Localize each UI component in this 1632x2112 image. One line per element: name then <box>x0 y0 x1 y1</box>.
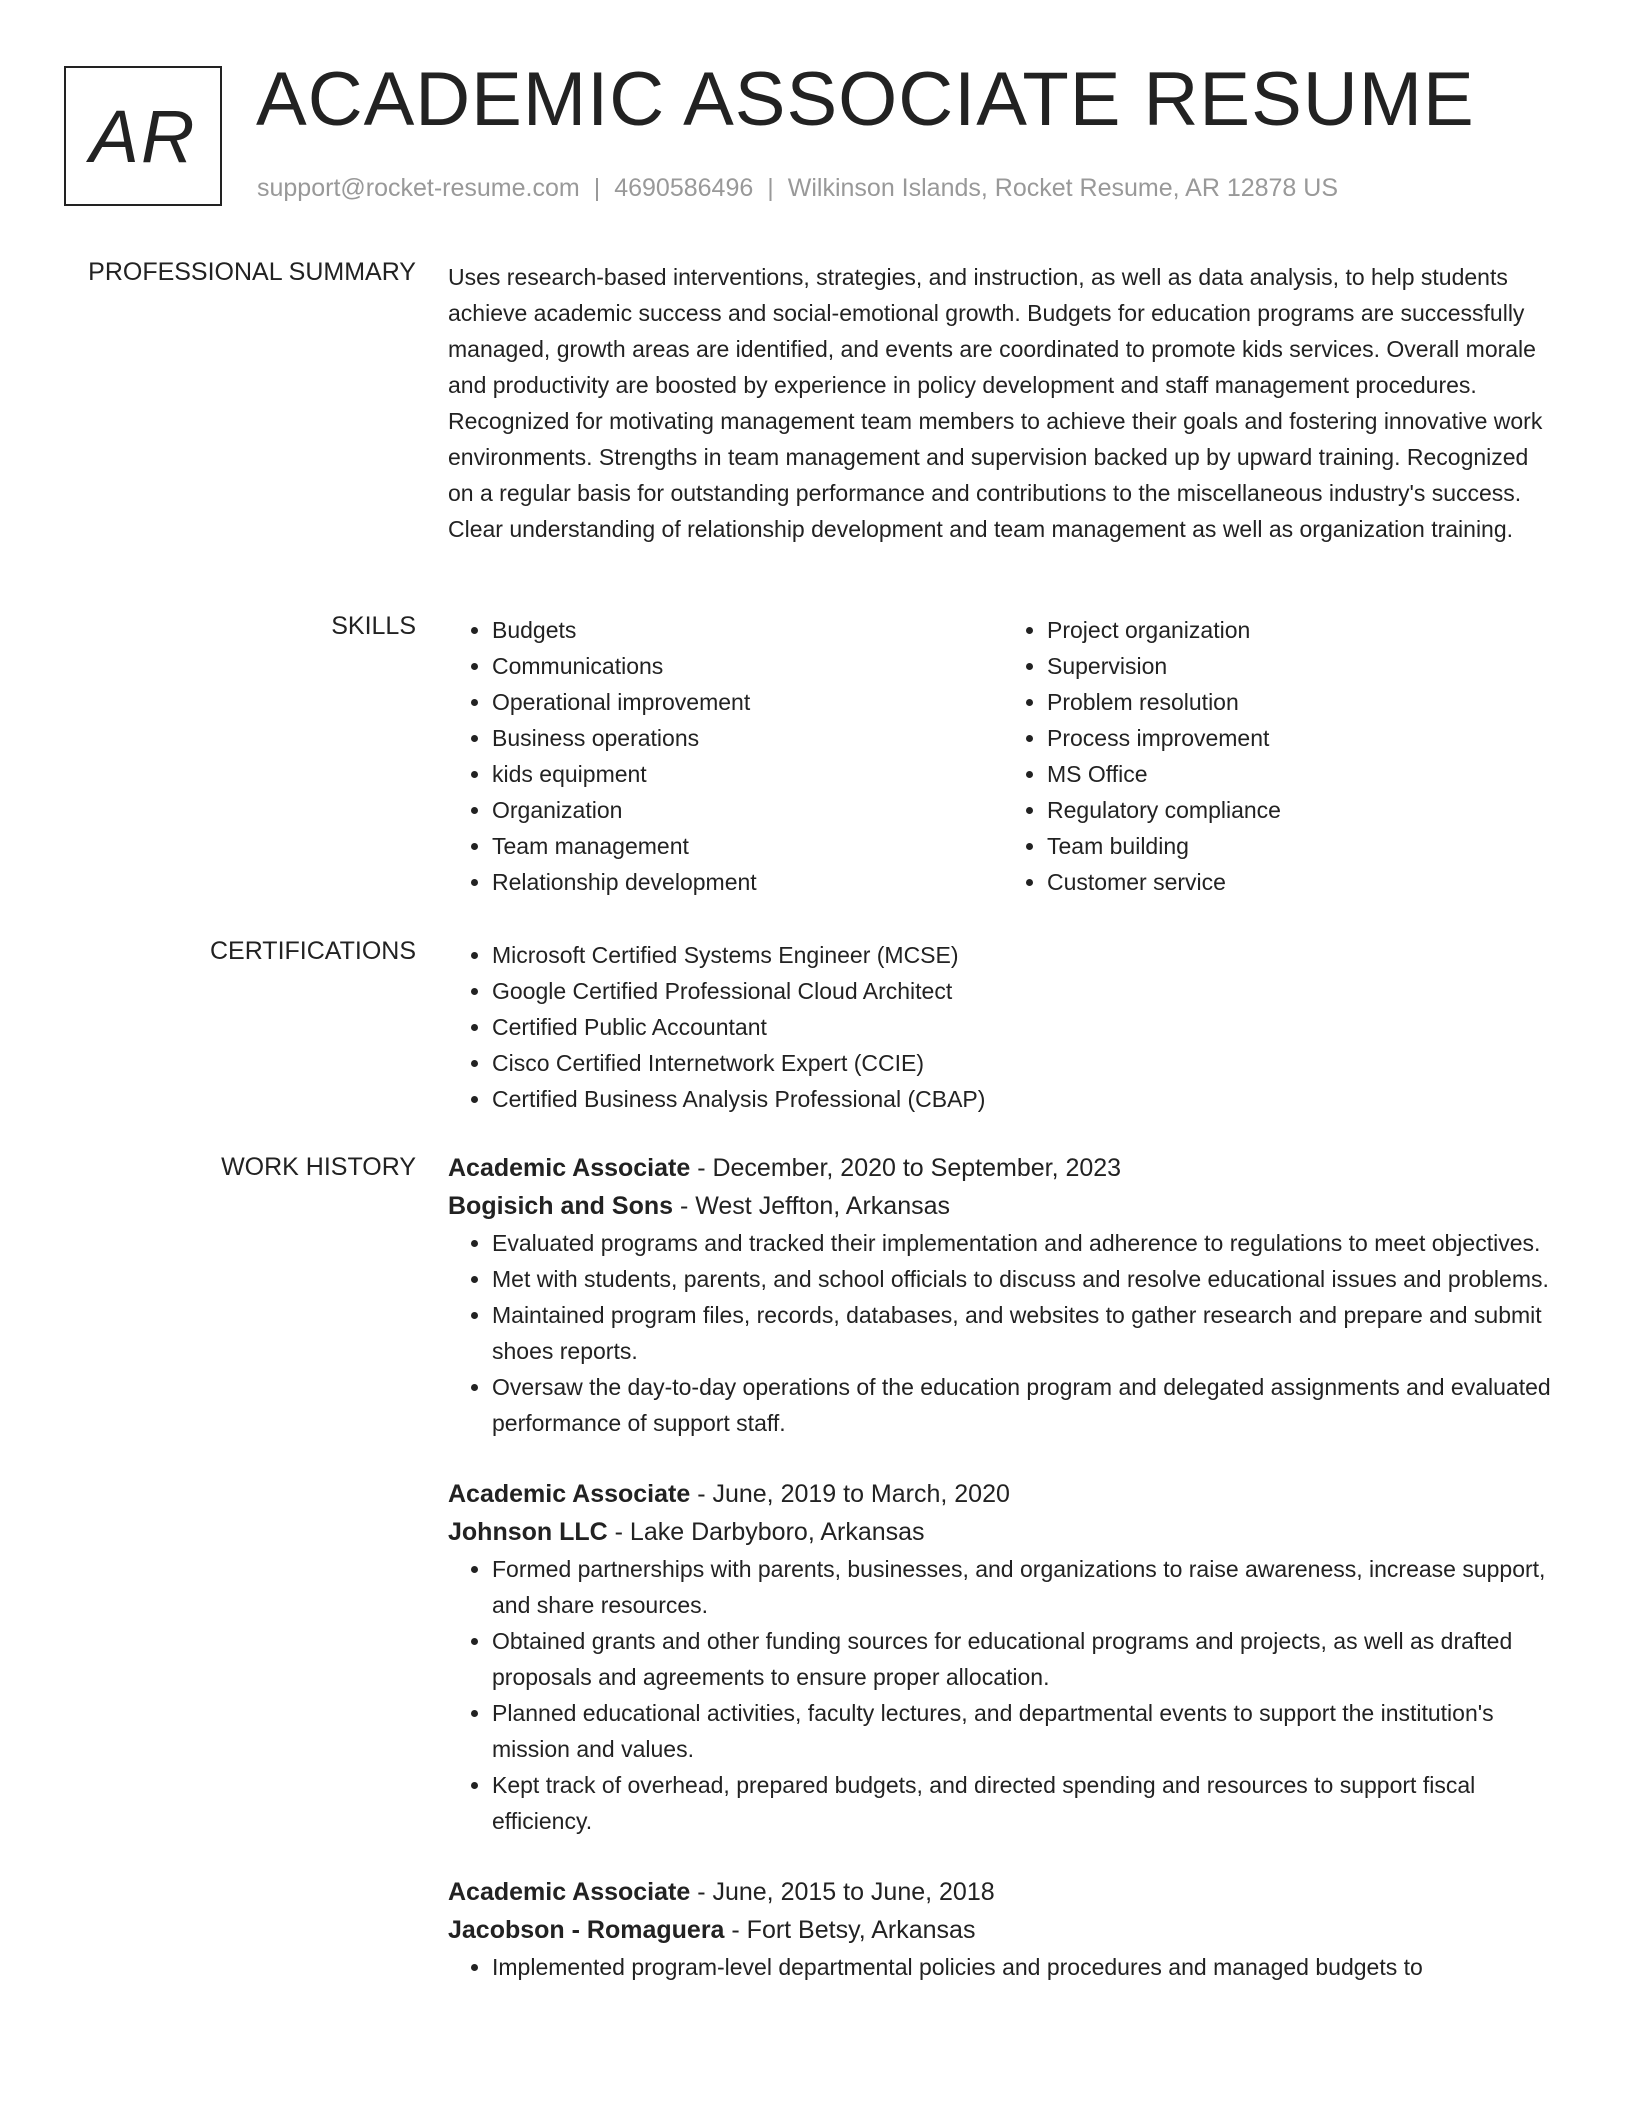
work-history-heading: WORK HISTORY <box>221 1153 416 1181</box>
skills-list-right <box>1003 612 1558 900</box>
job-title-line <box>448 1873 1558 1911</box>
resume-title: ACADEMIC ASSOCIATE RESUME <box>256 57 1475 142</box>
job-location: - Fort Betsy, Arkansas <box>724 1916 976 1944</box>
skill-item: • Problem resolution <box>1047 684 1558 720</box>
job-title-line <box>448 1149 1558 1187</box>
job-title-line <box>448 1475 1558 1513</box>
skill-item: • Project organization <box>1047 612 1558 648</box>
skill-item: • Customer service <box>1047 864 1558 900</box>
contact-line <box>257 174 1338 203</box>
job-title: Academic Associate <box>448 1480 691 1508</box>
certification-item: • Microsoft Certified Systems Engineer (MCSE) <box>492 937 1558 973</box>
summary-body <box>448 259 1558 547</box>
job-duty: • Formed partnerships with parents, businesses, and organizations to raise awareness, increase support, and share resources. <box>492 1551 1558 1623</box>
certification-item: • Google Certified Professional Cloud Architect <box>492 973 1558 1009</box>
contact-separator: | <box>767 174 774 202</box>
job-title: Academic Associate <box>448 1878 691 1906</box>
certifications-heading: CERTIFICATIONS <box>209 937 416 965</box>
job-entry <box>448 1475 1558 1839</box>
skill-item: • MS Office <box>1047 756 1558 792</box>
skill-item: • Regulatory compliance <box>1047 792 1558 828</box>
skill-item: • Team management <box>492 828 1003 864</box>
job-title: Academic Associate <box>448 1154 691 1182</box>
skill-item: • Communications <box>492 648 1003 684</box>
skill-item: • Team building <box>1047 828 1558 864</box>
job-duty: • Met with students, parents, and school officials to discuss and resolve educational issues and problems. <box>492 1261 1558 1297</box>
skill-item: • Budgets <box>492 612 1003 648</box>
job-duty: • Maintained program files, records, databases, and websites to gather research and prepare and submit shoes reports. <box>492 1297 1558 1369</box>
job-duties-list <box>448 1551 1558 1839</box>
job-location: - Lake Darbyboro, Arkansas <box>607 1518 925 1546</box>
contact-phone: 4690586496 <box>614 174 754 202</box>
job-dates: - June, 2019 to March, 2020 <box>690 1480 1010 1508</box>
monogram-logo: AR <box>64 66 222 206</box>
job-company: Bogisich and Sons <box>448 1192 674 1220</box>
summary-heading: PROFESSIONAL SUMMARY <box>88 258 416 286</box>
skill-item: • Process improvement <box>1047 720 1558 756</box>
skill-item: • Relationship development <box>492 864 1003 900</box>
summary-text: Uses research-based interventions, strategies, and instruction, as well as data analysis, to help students achieve academic success and social-emotional growth. Budgets for education programs are successfully managed, growth areas are identified, and events are coordinated to promote kids services. Overall morale and productivity are boosted by experience in policy development and staff management procedures. Recognized for motivating management team members to achieve their goals and fostering innovative work environments. Strengths in team management and supervision backed up by upward training. Recognized on a regular basis for outstanding performance and contributions to the miscellaneous industry's success. Clear understanding of relationship development and team management as well as organization training. <box>448 264 1543 542</box>
job-duty: • Planned educational activities, faculty lectures, and departmental events to support the institution's mission and values. <box>492 1695 1558 1767</box>
certifications-list <box>448 937 1558 1117</box>
contact-email: support@rocket-resume.com <box>257 174 580 202</box>
skills-list-left <box>448 612 1003 900</box>
skill-item: • Operational improvement <box>492 684 1003 720</box>
skill-item: • kids equipment <box>492 756 1003 792</box>
skills-heading: SKILLS <box>331 612 416 640</box>
skill-item: • Organization <box>492 792 1003 828</box>
job-entry <box>448 1149 1558 1441</box>
work-history-body <box>448 1149 1558 2019</box>
job-location: - West Jeffton, Arkansas <box>673 1192 951 1220</box>
job-company-line <box>448 1911 1558 1949</box>
job-company-line <box>448 1187 1558 1225</box>
job-duties-list <box>448 1949 1558 1985</box>
job-company: Johnson LLC <box>448 1518 608 1546</box>
job-dates: - June, 2015 to June, 2018 <box>690 1878 995 1906</box>
certification-item: • Certified Public Accountant <box>492 1009 1558 1045</box>
skill-item: • Supervision <box>1047 648 1558 684</box>
job-duty: • Evaluated programs and tracked their implementation and adherence to regulations to meet objectives. <box>492 1225 1558 1261</box>
job-duty: • Kept track of overhead, prepared budgets, and directed spending and resources to support fiscal efficiency. <box>492 1767 1558 1839</box>
skill-item: • Business operations <box>492 720 1003 756</box>
job-company-line <box>448 1513 1558 1551</box>
contact-address: Wilkinson Islands, Rocket Resume, AR 12878 US <box>787 174 1339 202</box>
skills-body <box>448 612 1558 900</box>
job-duty: • Oversaw the day-to-day operations of the education program and delegated assignments and evaluated performance of support staff. <box>492 1369 1558 1441</box>
skills-grid <box>448 612 1558 900</box>
certification-item: • Certified Business Analysis Professional (CBAP) <box>492 1081 1558 1117</box>
job-entry <box>448 1873 1558 1985</box>
job-company: Jacobson - Romaguera <box>448 1916 725 1944</box>
job-dates: - December, 2020 to September, 2023 <box>690 1154 1122 1182</box>
job-duty: • Obtained grants and other funding sources for educational programs and projects, as well as drafted proposals and agreements to ensure proper allocation. <box>492 1623 1558 1695</box>
job-duty: • Implemented program-level departmental policies and procedures and managed budgets to <box>492 1949 1558 1985</box>
contact-separator: | <box>593 174 601 202</box>
certifications-body <box>448 937 1558 1117</box>
certification-item: • Cisco Certified Internetwork Expert (CCIE) <box>492 1045 1558 1081</box>
job-duties-list <box>448 1225 1558 1441</box>
